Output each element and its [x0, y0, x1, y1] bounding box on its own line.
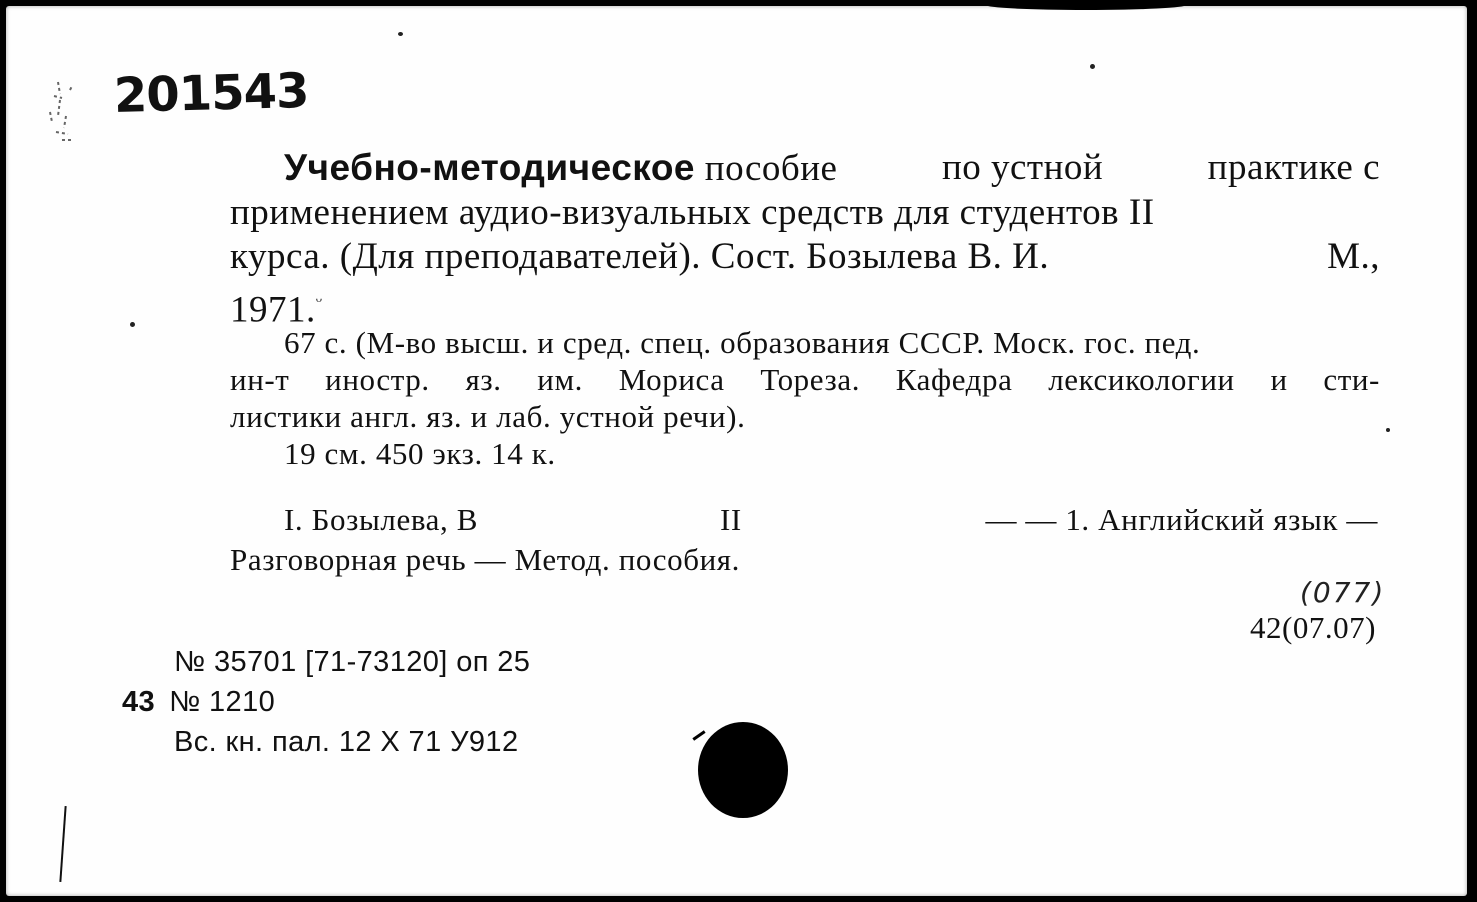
imprint-line-1: № 35701 [71-73120] оп 25	[174, 646, 531, 678]
notes-line-1: 67 с. (М-во высш. и сред. спец. образования СССР. Моск. гос. пед.	[284, 325, 1201, 360]
catalog-card	[6, 6, 1467, 896]
notes-word: им.	[537, 362, 584, 397]
imprint-line-2	[122, 682, 530, 722]
notes-line-2	[230, 361, 1380, 398]
scan-speck	[1090, 64, 1095, 69]
imprint-number: № 1210	[169, 686, 276, 718]
tracing-author: I. Бозылева, В	[284, 502, 478, 537]
scan-edge-artifact	[986, 6, 1186, 10]
notes-word: иностр.	[325, 362, 430, 397]
scan-speck	[398, 32, 403, 36]
classification-number: 42(07.07)	[1250, 610, 1376, 645]
imprint-prefix: 43	[122, 686, 156, 718]
punch-hole	[698, 722, 788, 818]
notes-word: лексикологии	[1048, 362, 1235, 397]
imprint-block	[122, 642, 530, 762]
notes-word: Тореза.	[760, 362, 861, 397]
title-line-2: применением аудио-визуальных средств для студентов II	[230, 192, 1155, 233]
notes-word: ин-т	[230, 362, 290, 397]
tracing-title-ref: II	[720, 502, 742, 537]
notes-line-3: листики англ. яз. и лаб. устной речи).	[230, 399, 746, 434]
title-place: М.,	[1327, 236, 1380, 277]
tracing-subject: — — 1. Английский язык —	[985, 502, 1378, 537]
title-line-1	[230, 146, 1380, 191]
faded-stamp-mark	[40, 76, 86, 156]
title-lead-word: Учебно-методическое	[284, 147, 696, 188]
notes-word: Мориса	[618, 362, 725, 397]
notes-word: сти-	[1323, 362, 1380, 397]
handwritten-code: (077)	[1300, 576, 1386, 609]
imprint-line-3: Вс. кн. пал. 12 X 71 У912	[174, 726, 519, 758]
notes-word: Кафедра	[895, 362, 1013, 397]
scan-speck	[130, 322, 135, 327]
bibliographic-notes	[230, 324, 1380, 472]
tracing-line-1	[230, 500, 1380, 540]
scan-speck	[1386, 428, 1390, 432]
title-line-3	[230, 235, 1380, 279]
title-entry	[230, 146, 1380, 332]
notes-word: яз.	[465, 362, 502, 397]
accession-number: 201543	[113, 62, 310, 124]
pen-stroke-mark	[59, 806, 66, 882]
title-word: пособие	[704, 148, 838, 189]
title-compiler: курса. (Для преподавателей). Сост. Бозылева В. И.	[230, 236, 1050, 277]
subject-tracing	[230, 500, 1380, 580]
title-word: практике с	[1207, 147, 1380, 188]
publication-year: 1971.	[230, 289, 316, 331]
notes-line-4: 19 см. 450 экз. 14 к.	[284, 436, 556, 471]
title-word: по устной	[941, 147, 1104, 188]
notes-word: и	[1270, 362, 1288, 397]
tracing-line-2: Разговорная речь — Метод. пособия.	[230, 542, 741, 577]
pencil-tick-mark: ᵕ	[315, 288, 323, 313]
